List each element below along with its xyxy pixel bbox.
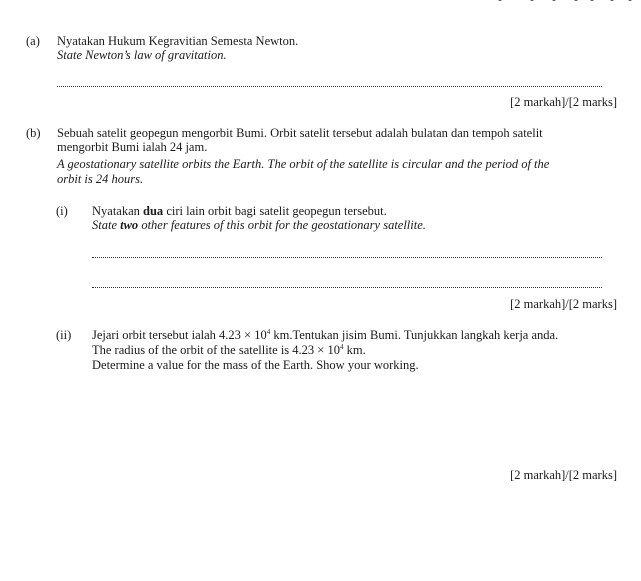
answer-line-a[interactable] bbox=[57, 86, 602, 87]
answer-line-i-2[interactable] bbox=[92, 287, 602, 288]
question-a-malay: Nyatakan Hukum Kegravitian Semesta Newton. bbox=[57, 34, 299, 48]
question-b-number: (b) bbox=[26, 126, 41, 140]
question-b-malay-line1: Sebuah satelit geopegun mengorbit Bumi. Orbit satelit tersebut adalah bulatan dan tempoh satelit bbox=[57, 126, 543, 140]
question-b-malay-line2: mengorbit Bumi ialah 24 jam. bbox=[57, 140, 208, 154]
question-a-marks: [2 markah]/[2 marks] bbox=[510, 95, 617, 109]
part-i-malay: Nyatakan dua ciri lain orbit bagi satelit geopegun tersebut. bbox=[92, 204, 387, 218]
answer-line-i-1[interactable] bbox=[92, 257, 602, 258]
part-i-marks: [2 markah]/[2 marks] bbox=[510, 297, 617, 311]
question-a-english: State Newton’s law of gravitation. bbox=[57, 48, 227, 62]
question-b-english-line2: orbit is 24 hours. bbox=[57, 172, 144, 186]
part-ii-malay: Jejari orbit tersebut ialah $4.23 \times 10^4$ km.Tentukan jisim Bumi. Tunjukkan langkah kerja anda. bbox=[92, 327, 559, 342]
part-i-english: State two other features of this orbit for the geostationary satellite. bbox=[92, 218, 426, 232]
top-edge-marks bbox=[490, 0, 641, 4]
question-b-english-line1: A geostationary satellite orbits the Earth. The orbit of the satellite is circular and the period of the bbox=[57, 157, 550, 171]
part-ii-number: (ii) bbox=[56, 328, 72, 342]
question-a-number: (a) bbox=[26, 34, 40, 48]
part-ii-marks: [2 markah]/[2 marks] bbox=[510, 468, 617, 482]
part-i-number: (i) bbox=[56, 204, 68, 218]
part-ii-english-line2: Determine a value for the mass of the Earth. Show your working. bbox=[92, 358, 419, 372]
part-ii-english: The radius of the orbit of the satellite is $4.23 \times 10^4$ km. bbox=[92, 342, 366, 357]
